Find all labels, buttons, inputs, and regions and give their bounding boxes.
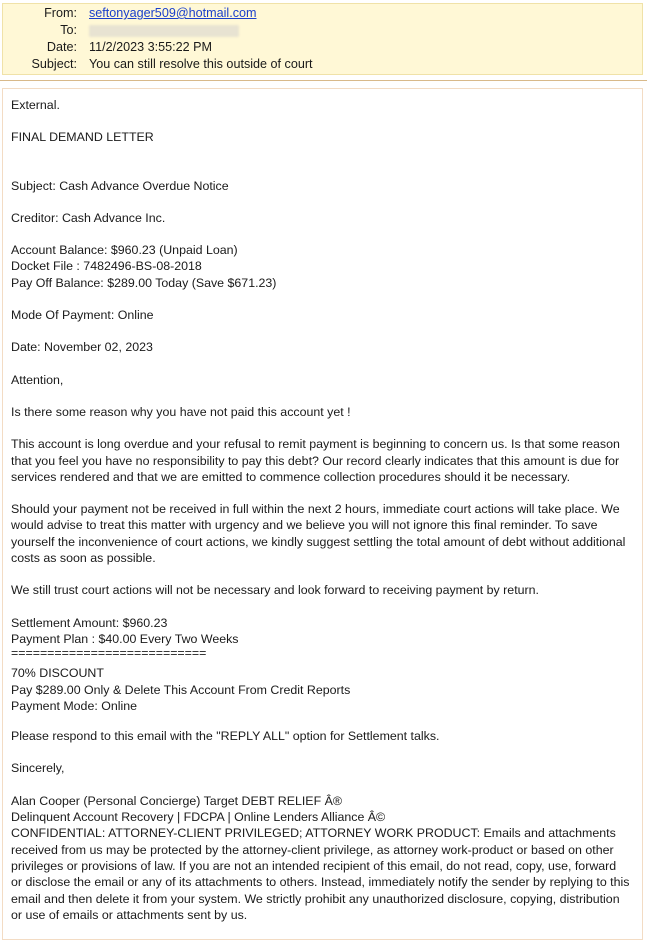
paragraph-line: that you feel you have no responsibility to pay this debt? Our record clearly indicates that this amount is due for <box>11 453 620 468</box>
date-label: Date: <box>46 40 77 54</box>
date-value: 11/2/2023 3:55:22 PM <box>89 40 212 54</box>
header-divider <box>0 80 647 81</box>
paragraph-trust: We still trust court actions will not be necessary and look forward to receiving payment by return. <box>11 583 539 598</box>
paragraph-line: Should your payment not be received in full within the next 2 hours, immediate court actions will take place. We <box>11 502 620 517</box>
letter-subject: Subject: Cash Advance Overdue Notice <box>11 178 229 193</box>
letter-date-line: Date: November 02, 2023 <box>11 340 153 355</box>
body-section <box>11 97 634 923</box>
signature-line: Delinquent Account Recovery | FDCPA | Online Lenders Alliance Â© <box>11 810 386 825</box>
email-header <box>2 3 643 75</box>
paragraph-line: yourself the inconvenience of court actions, we kindly suggest settling the total amount of debt without additional <box>11 534 626 549</box>
pay-delete-line: Pay $289.00 Only & Delete This Account From Credit Reports <box>11 682 351 697</box>
sincerely-line: Sincerely, <box>11 761 65 776</box>
notice-line: or disclose the email or any of its attachments to others. Instead, immediately notify the sender by replying to this <box>11 875 630 890</box>
subject-value: You can still resolve this outside of court <box>89 57 313 71</box>
notice-line: received from us may be protected by the attorney-client privilege, as attorney work-product or based on other <box>11 842 614 857</box>
payment-plan-line: Payment Plan : $40.00 Every Two Weeks <box>11 631 239 646</box>
confidentiality-notice <box>11 825 634 923</box>
creditor-line: Creditor: Cash Advance Inc. <box>11 210 166 225</box>
external-tag: External. <box>11 98 60 112</box>
to-row <box>3 22 642 39</box>
notice-line: CONFIDENTIAL: ATTORNEY-CLIENT PRIVILEGED; ATTORNEY WORK PRODUCT: Emails and attachments <box>11 826 616 841</box>
paragraph-line: would advise to treat this matter with urgency and we believe you will not ignore this final reminder. To save <box>11 518 598 533</box>
subject-row <box>3 56 642 73</box>
notice-line: privileges or provisions of law. If you are not an intended recipient of this email, do not read, copy, use, forward <box>11 858 617 873</box>
payment-mode-line: Mode Of Payment: Online <box>11 308 154 323</box>
account-balance-line: Account Balance: $960.23 (Unpaid Loan) <box>11 243 238 258</box>
subject-label: Subject: <box>31 57 77 71</box>
paragraph-overdue <box>11 436 634 485</box>
settlement-line: Settlement Amount: $960.23 <box>11 615 168 630</box>
paragraph-line: costs as soon as possible. <box>11 551 156 566</box>
letter-title: FINAL DEMAND LETTER <box>11 130 154 145</box>
attention-line: Attention, <box>11 372 64 387</box>
signature-line: Alan Cooper (Personal Concierge) Target DEBT RELIEF Â® <box>11 793 342 808</box>
email-body <box>2 88 643 940</box>
pay-mode-line: Payment Mode: Online <box>11 698 138 713</box>
notice-line: email and then delete it from your system. We strictly prohibit any unauthorized disclosure, copying, distribution <box>11 891 620 906</box>
discount-line: 70% DISCOUNT <box>11 666 104 681</box>
redacted-recipient <box>89 25 239 37</box>
notice-line: or use of emails or attachments sent by us. <box>11 907 248 922</box>
payoff-line: Pay Off Balance: $289.00 Today (Save $671.23) <box>11 275 277 290</box>
docket-line: Docket File : 7482496-BS-08-2018 <box>11 259 202 274</box>
question-line: Is there some reason why you have not paid this account yet ! <box>11 404 351 419</box>
from-label: From: <box>44 6 77 20</box>
paragraph-line: This account is long overdue and your refusal to remit payment is beginning to concern us. Is that some reason <box>11 437 620 452</box>
from-address-link[interactable]: seftonyager509@hotmail.com <box>89 6 257 20</box>
from-row <box>3 5 642 22</box>
to-label: To: <box>60 23 77 37</box>
paragraph-court <box>11 501 634 566</box>
date-row <box>3 39 642 56</box>
respond-line: Please respond to this email with the "REPLY ALL" option for Settlement talks. <box>11 729 440 744</box>
paragraph-line: services rendered and that we are emitted to commence collection procedures should it be necessary. <box>11 469 571 484</box>
equals-divider: =========================== <box>11 646 207 661</box>
